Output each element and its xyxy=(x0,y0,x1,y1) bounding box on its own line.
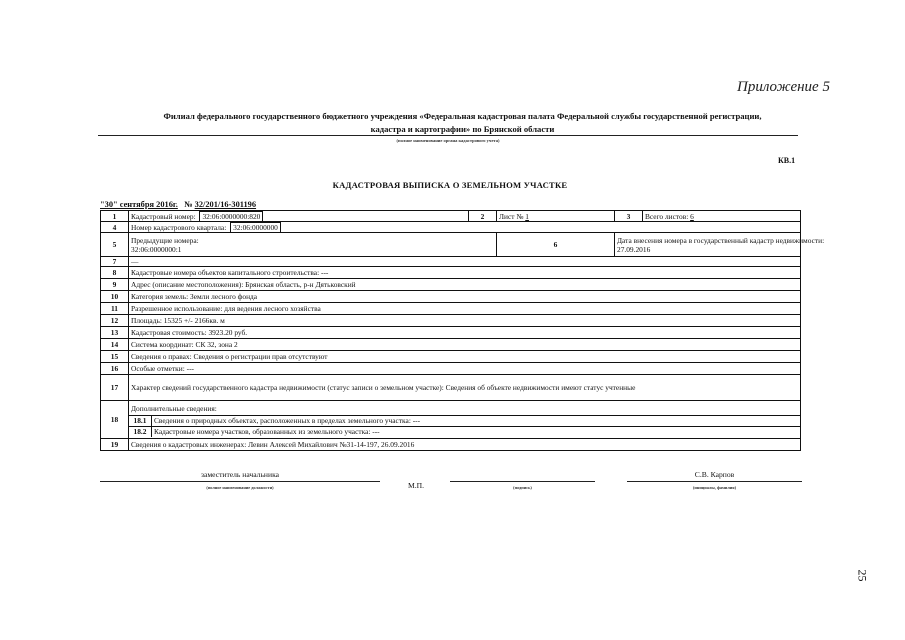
signature-underline xyxy=(450,481,595,482)
sheet-value: 1 xyxy=(525,211,529,221)
organization-line-1: Филиал федерального государственного бюджетного учреждения «Федеральная кадастровая палата Федеральной службы государственной регистрации, xyxy=(163,111,762,121)
table-row xyxy=(129,426,800,437)
cadastral-engineers-cell: Сведения о кадастровых инженерах: Левин Алексей Михайлович №31-14-197, 26.09.2016 xyxy=(129,439,801,451)
row-number: 4 xyxy=(101,222,129,233)
additional-info-cell xyxy=(129,401,801,439)
extract-table xyxy=(100,210,825,451)
table-row xyxy=(101,363,801,375)
table-row xyxy=(101,291,801,303)
previous-numbers-label: Предыдущие номера: xyxy=(131,235,199,245)
row-number: 10 xyxy=(101,291,129,303)
row-number: 9 xyxy=(101,279,129,291)
cadastral-value-cell: Кадастровая стоимость: 3923.20 руб. xyxy=(129,327,801,339)
row-number: 8 xyxy=(101,267,129,279)
sheet-cell xyxy=(497,211,615,222)
document-date: "30" сентября 2016г. xyxy=(100,200,178,209)
area-cell: Площадь: 15325 +/- 2166кв. м xyxy=(129,315,801,327)
organization-underline xyxy=(98,135,798,136)
position-caption: (полное наименование должности) xyxy=(206,485,274,490)
table-row xyxy=(101,279,801,291)
quarter-number-value: 32:06:0000000 xyxy=(230,222,281,233)
document-number-label: № xyxy=(184,200,193,209)
appendix-label: Приложение 5 xyxy=(737,79,830,95)
table-row xyxy=(101,315,801,327)
row-number: 7 xyxy=(101,257,129,267)
total-sheets-label: Всего листов: xyxy=(645,211,689,221)
table-row xyxy=(101,351,801,363)
row-number: 14 xyxy=(101,339,129,351)
row-number: 6 xyxy=(497,233,615,257)
total-sheets-cell xyxy=(643,211,801,222)
organization-caption: (полное наименование органа кадастрового учета) xyxy=(396,138,500,143)
quarter-number-label: Номер кадастрового квартала: xyxy=(131,222,227,232)
quarter-number-cell xyxy=(129,222,801,233)
organization-line-2: кадастра и картографии» по Брянской области xyxy=(370,124,555,134)
row-number: 12 xyxy=(101,315,129,327)
rights-cell: Сведения о правах: Сведения о регистрации прав отсутствуют xyxy=(129,351,801,363)
previous-numbers-cell xyxy=(129,233,497,257)
stamp-place: М.П. xyxy=(407,481,425,490)
row-number: 11 xyxy=(101,303,129,315)
registration-date-label: Дата внесения номера в государственный кадастр недвижимости: xyxy=(617,235,825,245)
table-row xyxy=(129,415,800,426)
document-title: КАДАСТРОВАЯ ВЫПИСКА О ЗЕМЕЛЬНОМ УЧАСТКЕ xyxy=(332,180,568,190)
row-number: 1 xyxy=(101,211,129,222)
total-sheets-value: 6 xyxy=(690,211,694,221)
additional-info-label: Дополнительные сведения: xyxy=(131,403,217,413)
signatory-position: заместитель начальника xyxy=(200,470,280,479)
signature-caption: (подпись) xyxy=(513,485,532,490)
previous-numbers-value: 32:06:0000000:1 xyxy=(131,244,182,254)
sub-row-number: 18.2 xyxy=(129,426,152,437)
table-row xyxy=(101,222,801,233)
table-row xyxy=(101,327,801,339)
cadastral-number-value: 32:06:0000000:820 xyxy=(199,211,263,222)
row-number: 19 xyxy=(101,439,129,451)
table-row xyxy=(101,267,801,279)
registration-date-cell xyxy=(615,233,825,257)
cadastral-number-label: Кадастровый номер: xyxy=(131,211,196,221)
table-row xyxy=(101,339,801,351)
position-underline xyxy=(100,481,380,482)
address-cell: Адрес (описание местоположения): Брянская область, р-н Дятьковский xyxy=(129,279,801,291)
document-date-number xyxy=(100,200,256,209)
table-row xyxy=(101,303,801,315)
name-caption: (инициалы, фамилия) xyxy=(692,485,737,490)
document-number: 32/201/16-301196 xyxy=(194,200,257,209)
row-7-value: — xyxy=(129,257,801,267)
row-number: 5 xyxy=(101,233,129,257)
table-row xyxy=(101,211,801,222)
derived-parcels-cell: Кадастровые номера участков, образованных из земельного участка: --- xyxy=(152,426,801,437)
row-number: 16 xyxy=(101,363,129,375)
sub-row-number: 18.1 xyxy=(129,415,152,426)
table-row xyxy=(101,439,801,451)
land-category-cell: Категория земель: Земли лесного фонда xyxy=(129,291,801,303)
row-number: 2 xyxy=(469,211,497,222)
coordinate-system-cell: Система координат: СК 32, зона 2 xyxy=(129,339,801,351)
capital-objects-cell: Кадастровые номера объектов капитального строительства: --- xyxy=(129,267,801,279)
table-row xyxy=(101,233,801,257)
row-number: 17 xyxy=(101,375,129,401)
name-underline xyxy=(627,481,802,482)
row-number: 3 xyxy=(615,211,643,222)
natural-objects-cell: Сведения о природных объектах, расположенных в пределах земельного участка: --- xyxy=(152,415,801,426)
row-number: 13 xyxy=(101,327,129,339)
permitted-use-cell: Разрешенное использование: для ведения лесного хозяйства xyxy=(129,303,801,315)
row-number: 15 xyxy=(101,351,129,363)
page-number: 25 xyxy=(855,569,870,582)
table-row xyxy=(101,401,801,439)
row-number: 18 xyxy=(101,401,129,439)
table-row xyxy=(101,375,801,401)
organization-name xyxy=(100,110,825,136)
cadastral-number-cell xyxy=(129,211,469,222)
table-row xyxy=(101,257,801,267)
form-code: КВ.1 xyxy=(778,156,796,165)
additional-info-subtable xyxy=(129,415,800,437)
registration-date-value: 27.09.2016 xyxy=(617,244,651,254)
record-status-cell: Характер сведений государственного кадастра недвижимости (статус записи о земельном участке): Сведения об объекте недвижимости имеют статус учтенные xyxy=(129,375,801,401)
sheet-label: Лист № xyxy=(499,211,524,221)
special-notes-cell: Особые отметки: --- xyxy=(129,363,801,375)
signatory-name: С.В. Карпов xyxy=(694,470,735,479)
